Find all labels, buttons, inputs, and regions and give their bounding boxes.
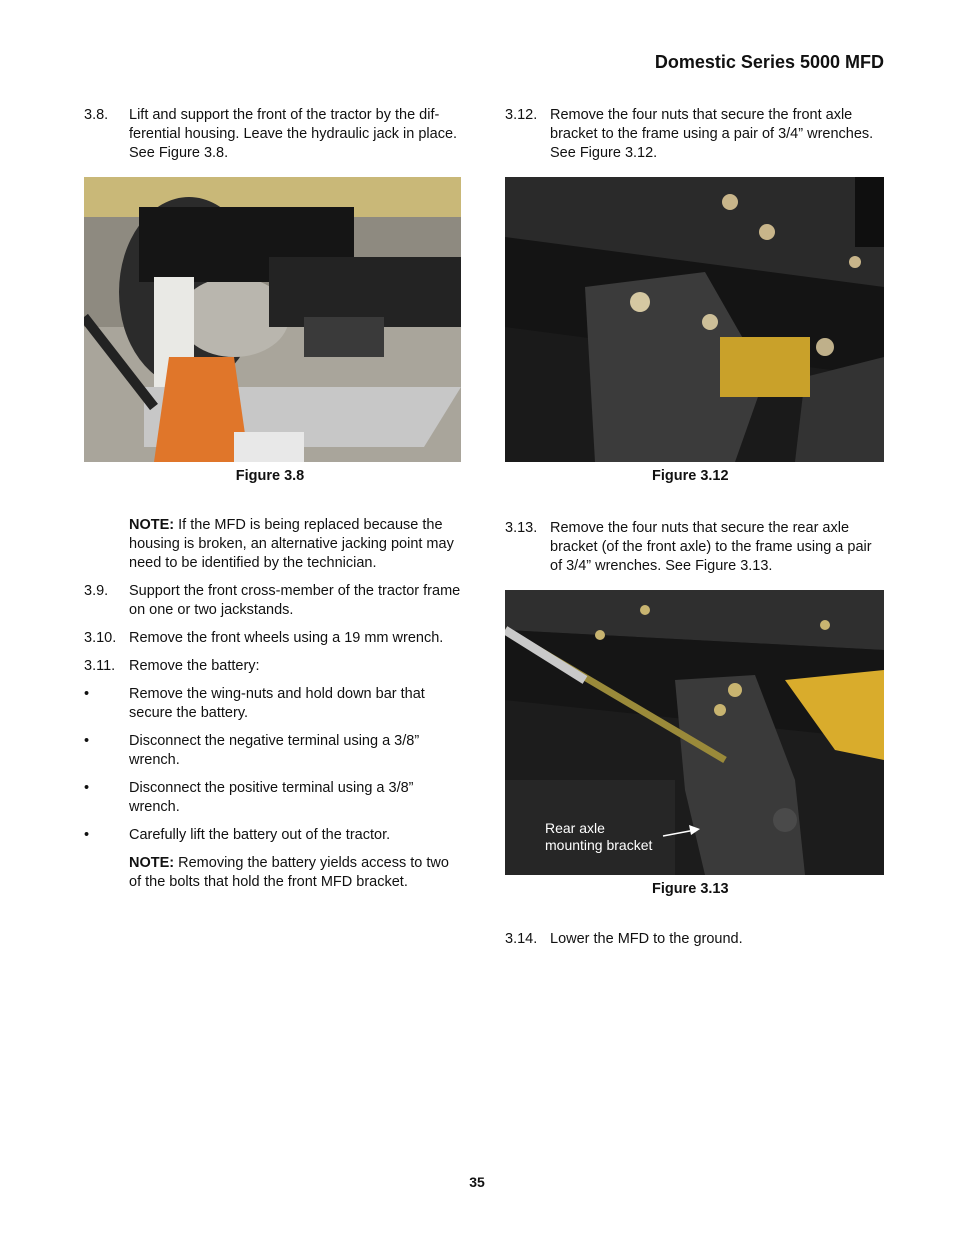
step-text: Remove the front wheels using a 19 mm wrench. xyxy=(129,630,444,646)
bullet-item xyxy=(84,779,464,817)
bullet-item xyxy=(84,826,464,845)
bullet-mark: • xyxy=(84,827,90,843)
step-3-13 xyxy=(505,519,885,576)
step-text: Lower the MFD to the ground. xyxy=(550,931,743,947)
note-battery-access xyxy=(129,854,464,892)
step-text: Remove the four nuts that secure the front axle bracket to the frame using a pair of 3/4” wrenches. See Figure 3.12. xyxy=(550,107,874,161)
step-3-8 xyxy=(84,106,464,163)
step-number: 3.11. xyxy=(84,658,116,674)
figure-3-8-caption: Figure 3.8 xyxy=(235,468,305,484)
step-text: Remove the four nuts that secure the rear axle bracket (of the front axle) to the frame using a pair of 3/4” wrenches. See Figure 3.13. xyxy=(550,520,872,574)
bullet-mark: • xyxy=(84,686,90,702)
note-label: NOTE: xyxy=(129,517,175,533)
step-number: 3.10. xyxy=(84,630,117,646)
step-text: Lift and support the front of the tractor by the dif-ferential housing. Leave the hydraulic jack in place. See Figure 3.8. xyxy=(129,107,458,161)
step-number: 3.13. xyxy=(505,520,538,536)
page-header-title: Domestic Series 5000 MFD xyxy=(654,52,884,72)
step-3-12 xyxy=(505,106,885,163)
figure-3-8-photo xyxy=(84,177,461,462)
step-3-11 xyxy=(84,657,464,676)
bullet-text: Carefully lift the battery out of the tractor. xyxy=(129,827,391,843)
note-text: Removing the battery yields access to two of the bolts that hold the front MFD bracket. xyxy=(129,855,449,890)
bullet-text: Remove the wing-nuts and hold down bar that secure the battery. xyxy=(129,686,425,721)
step-3-10 xyxy=(84,629,464,648)
right-column xyxy=(505,106,885,958)
step-3-14 xyxy=(505,930,885,949)
bullet-mark: • xyxy=(84,733,90,749)
page-number: 35 xyxy=(469,1174,485,1190)
step-number: 3.9. xyxy=(84,583,109,599)
figure-3-12-photo xyxy=(505,177,884,462)
note-label: NOTE: xyxy=(129,855,175,871)
left-column xyxy=(84,106,464,901)
front-axle-bracket-illustration xyxy=(505,177,884,462)
rear-axle-mounting-bracket-label xyxy=(545,820,652,854)
bullet-mark: • xyxy=(84,780,90,796)
step-number: 3.14. xyxy=(505,931,538,947)
bullet-text: Disconnect the negative terminal using a 3/8” wrench. xyxy=(129,733,420,768)
jacked-tractor-illustration xyxy=(84,177,461,462)
note-alternative-jacking xyxy=(129,516,464,573)
step-text: Remove the battery: xyxy=(129,658,260,674)
label-line: Rear axle xyxy=(545,820,605,836)
step-3-9 xyxy=(84,582,464,620)
figure-3-13-photo xyxy=(505,590,884,875)
step-text: Support the front cross-member of the tractor frame on one or two jackstands. xyxy=(129,583,461,618)
figure-3-12-caption: Figure 3.12 xyxy=(652,468,729,484)
step-number: 3.8. xyxy=(84,107,109,123)
bullet-item xyxy=(84,685,464,723)
bullet-text: Disconnect the positive terminal using a 3/8” wrench. xyxy=(129,780,414,815)
note-text: If the MFD is being replaced because the housing is broken, an alternative jacking point may need to be identified by the technician. xyxy=(129,517,454,571)
bullet-item xyxy=(84,732,464,770)
step-number: 3.12. xyxy=(505,107,538,123)
label-line: mounting bracket xyxy=(545,837,653,853)
figure-3-13-caption: Figure 3.13 xyxy=(652,881,729,897)
